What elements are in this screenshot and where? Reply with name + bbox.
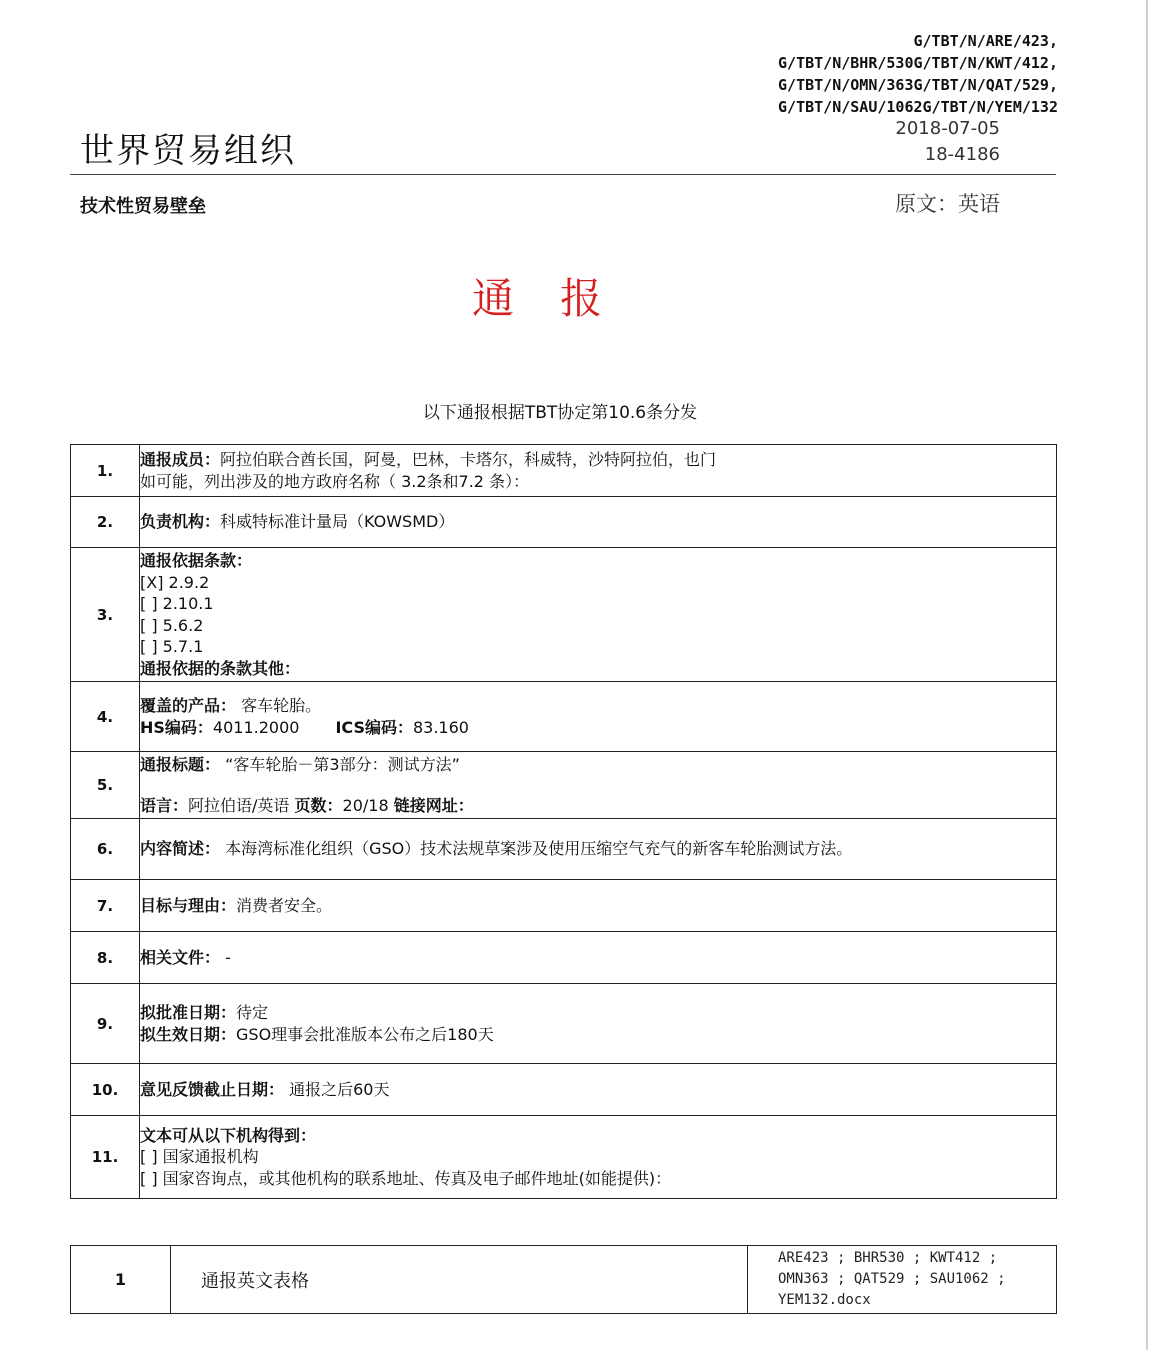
notification-title: 通报 xyxy=(471,274,648,323)
table-row xyxy=(71,682,1057,752)
table-row xyxy=(71,932,1057,984)
header-divider xyxy=(70,174,1056,175)
field-value: 4011.2000 xyxy=(212,717,300,737)
file-name-line: OMN363 ; QAT529 ; SAU1062 ; xyxy=(778,1271,1006,1287)
field-value: “客车轮胎－第3部分：测试方法” xyxy=(220,754,460,774)
field-label: 通报标题： xyxy=(140,754,221,774)
checkbox-option: [ ] 2.10.1 xyxy=(140,594,214,613)
checkbox-option: [ ] 5.6.2 xyxy=(140,615,204,635)
checkbox-option: [ ] 5.7.1 xyxy=(140,637,204,656)
doc-symbol: G/TBT/N/SAU/1062G/TBT/N/YEM/132 xyxy=(778,98,1058,116)
table-row xyxy=(71,752,1057,819)
row-content xyxy=(140,752,1057,819)
field-label: 覆盖的产品： xyxy=(140,696,237,715)
field-label: 目标与理由： xyxy=(140,895,237,915)
field-label: 负责机构： xyxy=(140,512,221,532)
field-label: HS编码： xyxy=(140,717,213,737)
field-label: 拟生效日期： xyxy=(140,1024,237,1044)
table-row xyxy=(71,1064,1057,1116)
field-label: 页数： xyxy=(294,796,343,815)
row-number: 5. xyxy=(71,752,140,819)
row-content xyxy=(140,932,1057,984)
document-number: 18-4186 xyxy=(924,144,1000,165)
doc-symbol: G/TBT/N/ARE/423, xyxy=(913,32,1058,50)
attachment-name: 通报英文表格 xyxy=(171,1246,748,1314)
table-row xyxy=(71,1116,1057,1199)
field-label: 拟批准日期： xyxy=(140,1003,237,1022)
row-number: 4. xyxy=(71,682,140,752)
field-label: 通报成员： xyxy=(140,450,221,469)
page-edge-line xyxy=(1146,0,1148,1350)
field-label: 相关文件： xyxy=(140,947,221,967)
row-number: 9. xyxy=(71,984,140,1064)
field-label: 通报依据条款： xyxy=(140,551,253,570)
row-number: 11. xyxy=(71,1116,140,1199)
row-number: 6. xyxy=(71,819,140,880)
row-content xyxy=(140,445,1057,497)
field-label: 通报依据的条款其他： xyxy=(140,658,301,678)
attachment-number: 1 xyxy=(71,1246,171,1314)
table-row xyxy=(71,819,1057,880)
organization-title: 世界贸易组织 xyxy=(80,131,296,171)
checkbox-option: [X] 2.9.2 xyxy=(140,572,210,592)
field-value: GSO理事会批准版本公布之后180天 xyxy=(236,1024,494,1044)
row-number: 10. xyxy=(71,1064,140,1116)
row-content xyxy=(140,1064,1057,1116)
row-number: 8. xyxy=(71,932,140,984)
row-content xyxy=(140,497,1057,548)
field-value: 本海湾标准化组织（GSO）技术法规草案涉及使用压缩空气充气的新客车轮胎测试方法。 xyxy=(220,839,853,859)
table-row xyxy=(71,445,1057,497)
attachment-row xyxy=(71,1246,1057,1314)
field-label: 意见反馈截止日期： xyxy=(140,1079,285,1099)
table-row xyxy=(71,880,1057,932)
notification-table xyxy=(70,444,1057,1199)
field-label: 内容简述： xyxy=(140,839,221,859)
table-row xyxy=(71,497,1057,548)
field-value: 客车轮胎。 xyxy=(236,696,322,715)
row-content xyxy=(140,548,1057,682)
row-content xyxy=(140,984,1057,1064)
table-row xyxy=(71,984,1057,1064)
field-value: 阿拉伯联合酋长国，阿曼，巴林，卡塔尔，科威特，沙特阿拉伯，也门 xyxy=(220,450,717,469)
field-label: 文本可从以下机构得到： xyxy=(140,1125,317,1145)
table-row xyxy=(71,548,1057,682)
field-value: 阿拉伯语/英语 xyxy=(188,796,290,815)
subject-label: 技术性贸易壁垒 xyxy=(80,196,206,217)
row-number: 3. xyxy=(71,548,140,682)
field-value: 20/18 xyxy=(342,796,389,815)
row-number: 1. xyxy=(71,445,140,497)
row-content xyxy=(140,1116,1057,1199)
file-name-line: YEM132.docx xyxy=(778,1292,871,1308)
checkbox-option: [ ] 国家通报机构 xyxy=(140,1147,259,1167)
field-label: 链接网址： xyxy=(393,796,474,815)
original-language: 原文：英语 xyxy=(895,192,1000,216)
row-content xyxy=(140,819,1057,880)
field-value: 83.160 xyxy=(412,717,469,737)
field-value: 待定 xyxy=(236,1003,269,1022)
field-value: 科威特标准计量局（KOWSMD） xyxy=(220,512,455,532)
document-symbols xyxy=(778,30,1058,118)
attachment-table xyxy=(70,1245,1057,1314)
row-content xyxy=(140,682,1057,752)
doc-symbol: G/TBT/N/BHR/530G/TBT/N/KWT/412, xyxy=(778,54,1058,72)
row-content xyxy=(140,880,1057,932)
row-number: 7. xyxy=(71,880,140,932)
field-value: - xyxy=(220,947,231,967)
field-note: 如可能，列出涉及的地方政府名称（ 3.2条和7.2 条）： xyxy=(140,471,530,491)
attachment-file-link[interactable] xyxy=(748,1246,1057,1314)
checkbox-option: [ ] 国家咨询点，或其他机构的联系地址、传真及电子邮件地址(如能提供)： xyxy=(140,1168,672,1188)
row-number: 2. xyxy=(71,497,140,548)
field-value: 通报之后60天 xyxy=(284,1079,390,1099)
field-label: 语言： xyxy=(140,796,189,815)
doc-symbol: G/TBT/N/OMN/363G/TBT/N/QAT/529, xyxy=(778,76,1058,94)
notification-intro: 以下通报根据TBT协定第10.6条分发 xyxy=(422,403,698,423)
field-value: 消费者安全。 xyxy=(236,895,333,915)
field-label: ICS编码： xyxy=(335,717,413,737)
file-name-line: ARE423 ; BHR530 ; KWT412 ; xyxy=(778,1250,998,1266)
document-date: 2018-07-05 xyxy=(895,118,1000,139)
